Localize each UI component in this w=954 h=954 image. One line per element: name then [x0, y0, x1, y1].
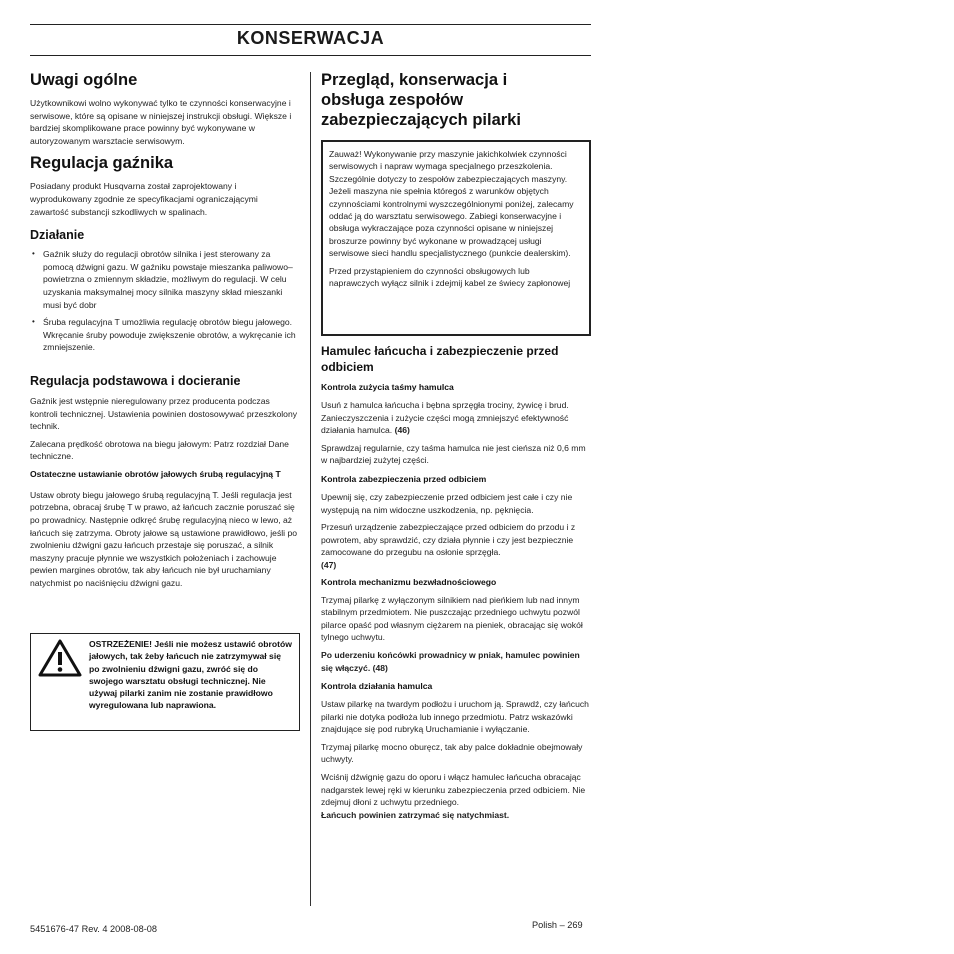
final-idle-adjustment-heading: Ostateczne ustawianie obrotów jałowych śrubą regulacyjną T [30, 468, 281, 479]
carburetor-heading: Regulacja gaźnika [30, 154, 174, 173]
brake-function-heading: Kontrola działania hamulca [321, 681, 433, 692]
brake-function-text-1: Ustaw pilarkę na twardym podłożu i uruchom ją. Sprawdź, czy łańcuch pilarki nie dotyka podłoża lub innego przedmiotu. Patrz wskazówki znajdujące się pod rubryką Uruchamianie i wyłączanie. [321, 699, 589, 735]
brake-function-result: Łańcuch powinien zatrzymać się natychmiast. [321, 809, 510, 820]
figure-ref-46: (46) [394, 425, 410, 436]
service-note-text: Zauważ! Wykonywanie przy maszynie jakichkolwiek czynności serwisowych i napraw wymaga specjalnego przeszkolenia. Szczególnie dotyczy to zespołów zabezpieczających maszyny. Jeżeli maszyna nie spełnia któregoś z warunków objętych czynnościami kontrolnymi wyszczególnionymi poniżej, zalecamy oddać ją do warsztatu serwisowego. Zabiegi konserwacyjne i obsługa wykraczające poza czynności opisane w niniejszej broszurze powinny być wykonane w prowadzącej usługi serwisowe sieci handlu specjalistycznego (punkcie dealerskim). [329, 149, 574, 259]
operation-heading: Działanie [30, 228, 85, 243]
right-column [321, 66, 591, 130]
service-note-box [321, 140, 591, 336]
kickback-guard-text: Upewnij się, czy zabezpieczenie przed odbiciem jest całe i czy nie występują na nim widoczne uszkodzenia, np. pęknięcia. [321, 491, 573, 515]
general-notes-heading: Uwagi ogólne [30, 71, 138, 89]
brake-band-wear-body: Usuń z hamulca łańcucha i bębna sprzęgła trociny, żywicę i brud. Zanieczyszczenia i zużycie części mogą zmniejszyć efektywność działania hamulca. [321, 400, 569, 436]
inertia-release-text: Trzymaj pilarkę z wyłączonym silnikiem nad pieńkiem lub nad innym stabilnym przedmiotem. Nie puszczając przedniego uchwytu pozwól pilarce opaść pod własnym ciężarem na pieniek, obracając się wokół tylnego uchwytu. [321, 594, 583, 643]
inertia-release-heading: Kontrola mechanizmu bezwładnościowego [321, 576, 497, 587]
inertia-release-result [321, 649, 591, 674]
kickback-guard-move-body: Przesuń urządzenie zabezpieczające przed odbiciem do przodu i z powrotem, aby sprawdzić, czy działa płynnie i czy jest bezpiecznie zamocowane do przegubu na osłonie sprzęgła. [321, 522, 576, 558]
warning-triangle-icon [38, 638, 82, 678]
warning-box [30, 633, 300, 731]
basic-adjustment-heading: Regulacja podstawowa i docieranie [30, 373, 241, 388]
safety-maintenance-heading: Przegląd, konserwacja i obsługa zespołów zabezpieczających pilarki [321, 71, 521, 129]
right-column-lower [321, 343, 591, 821]
final-idle-adjustment-text: Ustaw obroty biegu jałowego śrubą regulacyjną T. Jeśli regulacja jest potrzebna, obracaj śrubę T w prawo, aż łańcuch zacznie poruszać się po prowadnicy. Następnie odkręć śrubę regulacyjną nieco w lewo, aż łańcuch się zatrzyma. Obroty jałowe są ustawione prawidłowo, jeśli po zwolnieniu dźwigni gazu łańcuch przestaje się poruszać, a silnik maszyny pracuje płynnie we wszystkich położeniach i zachowuje pewien margines obrotów, tak aby łańcuch nie był uruchamiany natychmist po naciśnięciu dźwigni gazu. [30, 489, 298, 589]
document-number: 5451676-47 Rev. 4 2008-08-08 [30, 924, 158, 934]
general-notes-text: Użytkownikowi wolno wykonywać tylko te czynności konserwacyjne i serwisowe, które są opisane w niniejszej instrukcji obsługi. Większe i bardziej skomplikowane prace powinny być wykonywane w autoryzowanym warsztacie serwisowym. [30, 98, 292, 146]
chain-brake-heading: Hamulec łańcucha i zabezpieczenie przed odbiciem [321, 344, 559, 374]
page-header [30, 24, 591, 56]
figure-ref-47: (47) [321, 559, 337, 570]
page-number: Polish – 269 [532, 920, 583, 930]
brake-band-thickness-text: Sprawdzaj regularnie, czy taśma hamulca nie jest cieńsza niż 0,6 mm w najbardziej zużytej części. [321, 442, 586, 466]
brake-band-wear-heading: Kontrola zużycia taśmy hamulca [321, 382, 454, 392]
kickback-guard-heading: Kontrola zabezpieczenia przed odbiciem [321, 473, 487, 484]
list-item: • Gaźnik służy do regulacji obrotów silnika i jest sterowany za pomocą dźwigni gazu. W gaźniku powstaje mieszanka paliwowo–powietrzna o zmiennym składzie, możliwym do regulacji. W celu uzyskania maksymalnej mocy silnika maszyny skład mieszanki musi być dobr [43, 248, 298, 311]
list-item: • Śruba regulacyjna T umożliwia regulację obrotów biegu jałowego. Wkręcanie śruby powoduje zwiększenie obrotów, a wykręcanie ich zmniejszenie. [43, 316, 298, 354]
brake-function-text-3-body: Wciśnij dźwignię gazu do oporu i włącz hamulec łańcucha obracając nadgarstek lewej ręki w kierunku zabezpieczenia przed odbiciem. Nie zdejmuj dłoni z uchwytu przedniego. [321, 772, 586, 808]
kickback-guard-move-text [321, 521, 591, 571]
figure-ref-48: (48) [372, 662, 388, 673]
column-divider [310, 72, 311, 906]
page-title: KONSERWACJA [236, 28, 385, 48]
service-note-warning: Przed przystąpieniem do czynności obsługowych lub naprawczych wyłącz silnik i zdejmij kabel ze świecy zapłonowej [329, 265, 571, 289]
brake-band-wear-text [321, 399, 591, 437]
warning-text: OSTRZEŻENIE! Jeśli nie możesz ustawić obrotów jałowych, tak żeby łańcuch nie zatrzymywał się po zwolnieniu dźwigni gazu, zwróć się do swojego warsztatu obsługi technicznej. Nie używaj pilarki zanim nie zostanie prawidłowo wyregulowana lub naprawiona. [89, 639, 292, 711]
brake-function-text-3 [321, 771, 591, 821]
left-column [30, 66, 298, 590]
operation-list [30, 248, 298, 354]
basic-adjustment-text: Gaźnik jest wstępnie nieregulowany przez producenta podczas kontroli technicznej. Ustawienia powinien dostosowywać przeszkolony technik. [30, 395, 298, 432]
inertia-release-result-body: Po uderzeniu końcówki prowadnicy w pniak, hamulec powinien się włączyć. [321, 649, 580, 673]
carburetor-text: Posiadany produkt Husqvarna został zaprojektowany i wyprodukowany zgodnie ze specyfikacjami ograniczającymi zawartość substancji szkodliwych w spalinach. [30, 181, 258, 217]
idle-speed-text: Zalecana prędkość obrotowa na biegu jałowym: Patrz rozdział Dane techniczne. [30, 438, 289, 462]
brake-function-text-2: Trzymaj pilarkę mocno oburęcz, tak aby palce dokładnie obejmowały uchwyty. [321, 741, 583, 765]
